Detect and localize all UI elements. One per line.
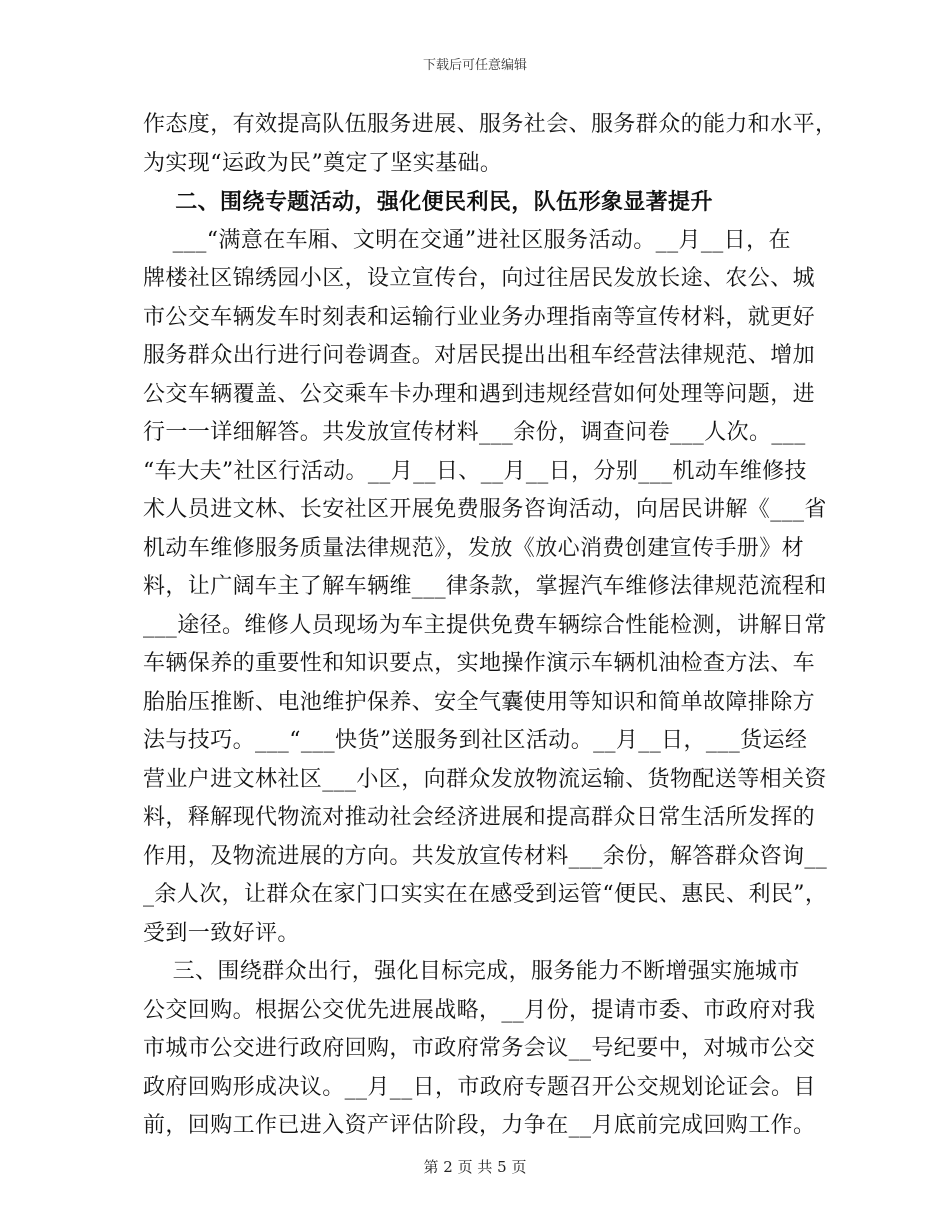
text-line: 受到一致好评。 <box>143 920 300 946</box>
text-line: 前，回购工作已进入资产评估阶段，力争在__月底前完成回购工作。 <box>143 1113 816 1138</box>
section-heading-line: 二、围绕专题活动，强化便民利民，队伍形象显著提升 <box>143 189 713 215</box>
document-body <box>143 106 838 1146</box>
text-line: “车大夫”社区行活动。__月__日、__月__日，分别___机动车维修技 <box>143 458 807 484</box>
text-line: _余人次，让群众在家门口实实在在感受到运管“便民、惠民、利民”， <box>143 882 828 907</box>
text-line: 机动车维修服务质量法律规范》，发放《放心消费创建宣传手册》材 <box>143 535 805 561</box>
text-line: 料，让广阔车主了解车辆维___律条款，掌握汽车维修法律规范流程和 <box>143 574 827 599</box>
text-line: 公交回购。根据公交优先进展战略，__月份，提请市委、市政府对我 <box>143 997 816 1023</box>
text-line: 行一一详细解答。共发放宣传材料___余份，调查问卷___人次。___ <box>143 420 806 445</box>
text-line: 为实现“运政为民”奠定了坚实基础。 <box>143 150 503 176</box>
text-line: 营业户进文林社区___小区，向群众发放物流运输、货物配送等相关资 <box>143 766 827 792</box>
text-line: 料，释解现代物流对推动社会经济进展和提高群众日常生活所发挥的 <box>143 805 816 830</box>
text-line: 胎胎压推断、电池维护保养、安全气囊使用等知识和简单故障排除方 <box>143 689 816 715</box>
page-number: 第 2 页 共 5 页 <box>423 1158 527 1176</box>
header-note: 下载后可任意编辑 <box>422 58 527 73</box>
text-line: 法与技巧。___“___快货”送服务到社区活动。__月__日，___货运经 <box>143 728 808 753</box>
text-line: 作用，及物流进展的方向。共发放宣传材料___余份，解答群众咨询__ <box>143 843 828 869</box>
text-line: ___途径。维修人员现场为车主提供免费车辆综合性能检测，讲解日常 <box>143 612 827 638</box>
text-line: 三、围绕群众出行，强化目标完成，服务能力不断增强实施城市 <box>143 959 800 984</box>
text-line: 市公交车辆发车时刻表和运输行业业务办理指南等宣传材料，就更好 <box>143 304 816 330</box>
text-line: 服务群众出行进行问卷调查。对居民提出出租车经营法律规范、增加 <box>143 343 816 368</box>
text-line: 市城市公交进行政府回购，市政府常务会议__号纪要中，对城市公交 <box>143 1036 816 1061</box>
text-line: 作态度，有效提高队伍服务进展、服务社会、服务群众的能力和水平， <box>143 112 838 137</box>
text-line: 政府回购形成决议。__月__日，市政府专题召开公交规划论证会。目 <box>143 1074 816 1100</box>
text-line: 术人员进文林、长安社区开展免费服务咨询活动，向居民讲解《___省 <box>143 497 827 522</box>
text-line: 公交车辆覆盖、公交乘车卡办理和遇到违规经营如何处理等问题，进 <box>143 381 816 407</box>
text-line: 牌楼社区锦绣园小区，设立宣传台，向过往居民发放长途、农公、城 <box>143 266 816 291</box>
text-line: ___“满意在车厢、文明在交通”进社区服务活动。__月__日，在 <box>143 227 791 253</box>
text-line: 车辆保养的重要性和知识要点，实地操作演示车辆机油检查方法、车 <box>143 651 816 676</box>
